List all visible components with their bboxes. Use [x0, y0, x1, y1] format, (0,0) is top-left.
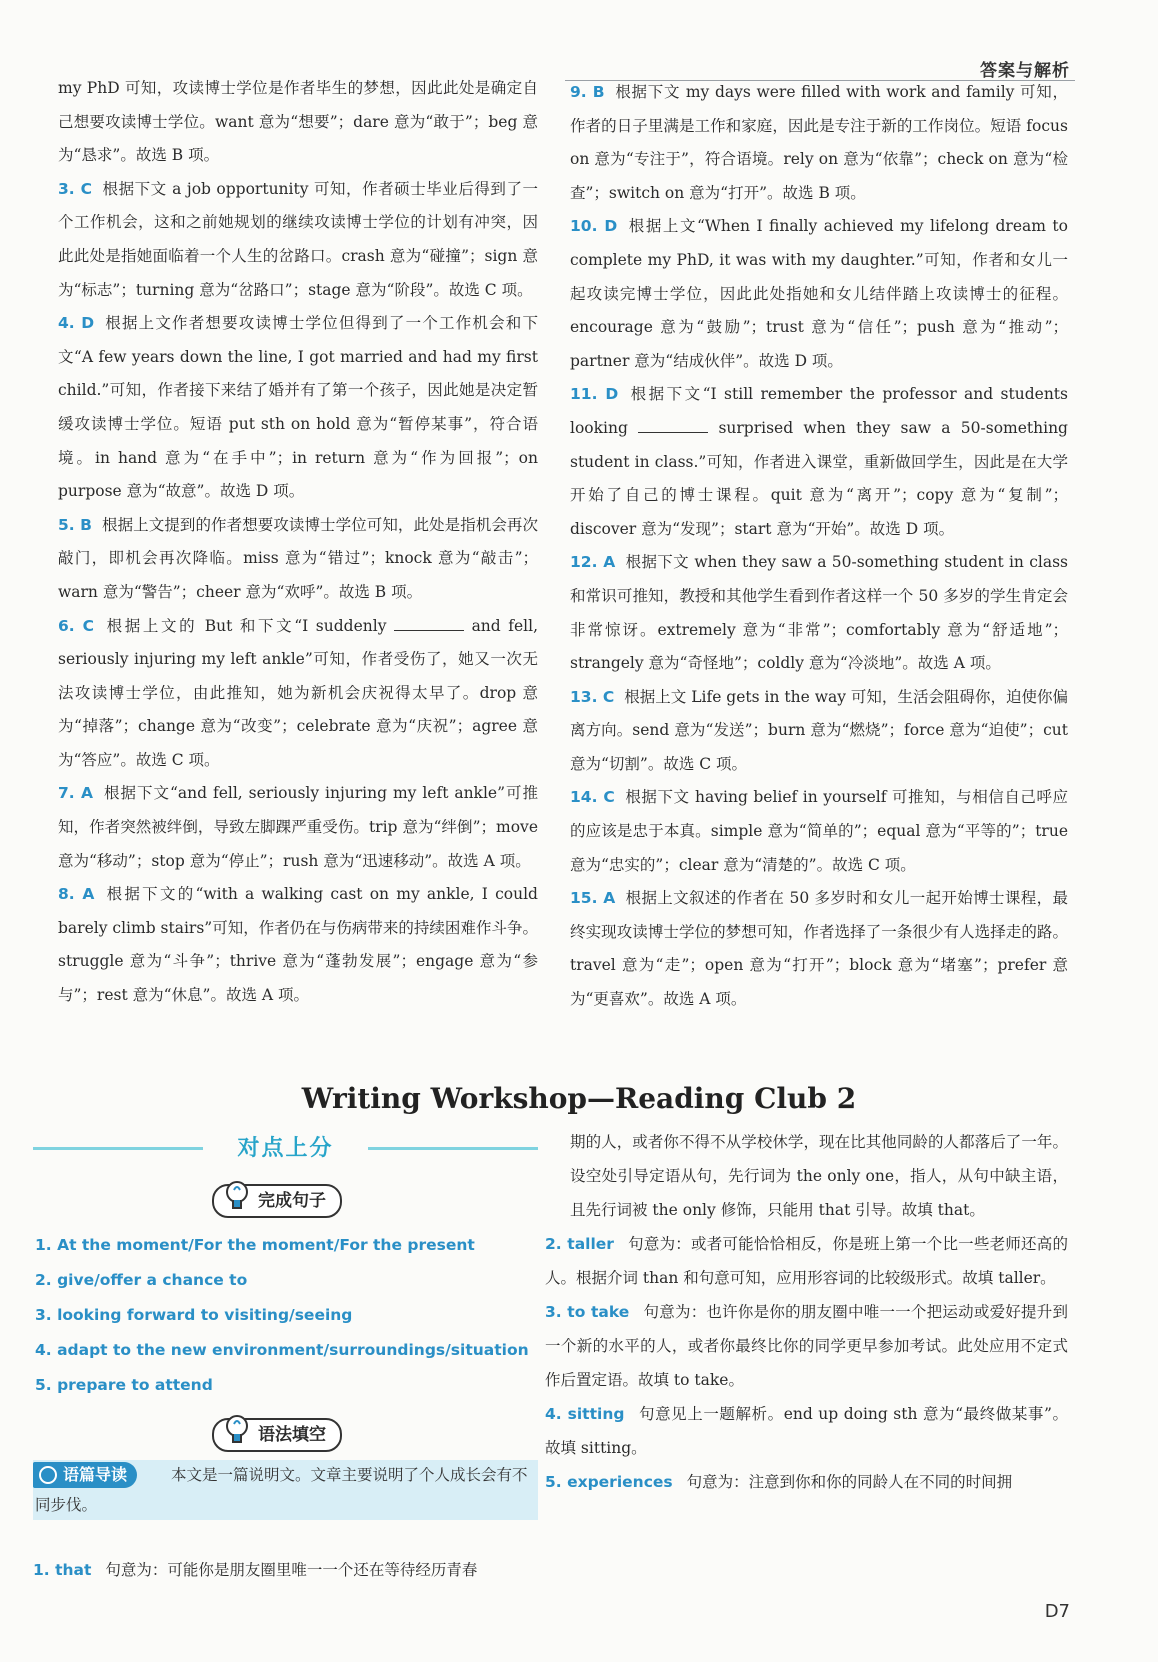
target-icon	[39, 1466, 57, 1484]
answer-item-2-cont: my PhD 可知，攻读博士学位是作者毕生的梦想，因此此处是确定自己想要攻读博士学位。want 意为“想要”；dare 意为“敢于”；beg 意为“恳求”。故选 B 项。	[58, 79, 538, 165]
fill-blank	[394, 616, 464, 631]
grammar-item-1-cont: 期的人，或者你不得不从学校休学，现在比其他同龄的人都落后了一年。设空处引导定语从句，先行词为 the only one，指人，从句中缺主语，且先行词被 the only 修饰，只能用 that 引导。故填 that。	[570, 1133, 1068, 1219]
grammar-item-3: 3. to take 句意为：也许你是你的朋友圈中唯一一个把运动或爱好提升到一个新的水平的人，或者你最终比你的同学更早参加考试。此处应用不定式作后置定语。故填 to take。	[545, 1303, 1068, 1389]
grammar-item-4: 4. sitting 句意见上一题解析。end up doing sth 意为“最终做某事”。故填 sitting。	[545, 1405, 1068, 1457]
answer-item-3: 3. C 根据下文 a job opportunity 可知，作者硕士毕业后得到了一个工作机会，这和之前她规划的继续攻读博士学位的计划有冲突，因此此处是指她面临着一个人生的岔路口。crash 意为“碰撞”；sign 意为“标志”；turning 意为“岔路口”；stage 意为“阶段”。故选 C 项。	[58, 179, 538, 299]
answer-item-5: 5. B 根据上文提到的作者想要攻读博士学位可知，此处是指机会再次敲门，即机会再次降临。miss 意为“错过”；knock 意为“敲击”；warn 意为“警告”；cheer 意为“欢呼”。故选 B 项。	[58, 515, 538, 601]
answer-item-6: 6. C 根据上文的 But 和下文“I suddenly and fell, seriously injuring my left ankle”可知，作者受伤了，她又一次无法攻读博士学位，由此推知，她为新机会庆祝得太早了。drop 意为“掉落”；change 意为“改变”；celebrate 意为“庆祝”；agree 意为“答应”。故选 C 项。	[58, 616, 538, 769]
answer-item-11: 11. D 根据下文“I still remember the professor and students looking surprised when they saw a 50-something student in class.”可知，作者进入课堂，重新做回学生，因此是在大学开始了自己的博士课程。quit 意为“离开”；copy 意为“复制”；discover 意为“发现”；start 意为“开始”。故选 D 项。	[570, 385, 1068, 538]
answer-item-12: 12. A 根据下文 when they saw a 50-something student in class 和常识可推知，教授和其他学生看到作者这样一个 50 多岁的学生肯定会非常惊讶。extremely 意为“非常”；comfortably 意为“舒适地”；strangely 意为“奇怪地”；coldly 意为“冷淡地”。故选 A 项。	[570, 553, 1068, 673]
grammar-item-1: 1. that 句意为：可能你是朋友圈里唯一一个还在等待经历青春	[33, 1561, 478, 1579]
right-column	[570, 76, 1068, 1017]
text-guide	[33, 1460, 538, 1520]
answer-line-1: 1. At the moment/For the moment/For the present	[35, 1236, 475, 1254]
section-header	[33, 1133, 538, 1163]
answer-item-15: 15. A 根据上文叙述的作者在 50 多岁时和女儿一起开始博士课程，最终实现攻读博士学位的梦想可知，作者选择了一条很少有人选择走的路。travel 意为“走”；open 意为“打开”；block 意为“堵塞”；prefer 意为“更喜欢”。故选 A 项。	[570, 889, 1068, 1009]
page-number: D7	[1044, 1601, 1070, 1622]
section-title: Writing Workshop—Reading Club 2	[301, 1082, 857, 1115]
answer-line-5: 5. prepare to attend	[35, 1376, 213, 1394]
fill-blank	[638, 418, 708, 433]
answer-line-2: 2. give/offer a chance to	[35, 1271, 248, 1289]
answer-line-4: 4. adapt to the new environment/surroundings/situation	[35, 1341, 529, 1359]
answer-item-10: 10. D 根据上文“When I finally achieved my lifelong dream to complete my PhD, it was with my daughter.”可知，作者和女儿一起攻读完博士学位，因此此处指她和女儿结伴踏上攻读博士的征程。encourage 意为“鼓励”；trust 意为“信任”；push 意为“推动”；partner 意为“结成伙伴”。故选 D 项。	[570, 217, 1068, 370]
header-title: 答案与解析	[980, 61, 1070, 81]
answer-item-13: 13. C 根据上文 Life gets in the way 可知，生活会阻碍你，迫使你偏离方向。send 意为“发送”；burn 意为“燃烧”；force 意为“迫使”；cut 意为“切割”。故选 C 项。	[570, 687, 1069, 773]
answer-item-7: 7. A 根据下文“and fell, seriously injuring my left ankle”可推知，作者突然被绊倒，导致左脚踝严重受伤。trip 意为“绊倒”；move 意为“移动”；stop 意为“停止”；rush 意为“迅速移动”。故选 A 项。	[58, 784, 538, 870]
guide-text: 本文是一篇说明文。文章主要说明了个人成长会有不同步伐。	[35, 1466, 528, 1514]
answer-item-8: 8. A 根据下文的“with a walking cast on my ankle, I could barely climb stairs”可知，作者仍在与伤病带来的持续困难作斗争。struggle 意为“斗争”；thrive 意为“蓬勃发展”；engage 意为“参与”；rest 意为“休息”。故选 A 项。	[58, 885, 538, 1005]
grammar-item-5: 5. experiences 句意为：注意到你和你的同龄人在不同的时间拥	[545, 1473, 1013, 1491]
lightbulb-icon	[222, 1412, 252, 1450]
section-label: 对点上分	[237, 1136, 334, 1161]
grammar-fill-pill: 语法填空	[212, 1418, 342, 1452]
lightbulb-icon	[222, 1178, 252, 1216]
answer-item-4: 4. D 根据上文作者想要攻读博士学位但得到了一个工作机会和下文“A few years down the line, I got married and had my first child.”可知，作者接下来结了婚并有了第一个孩子，因此她是决定暂缓攻读博士学位。短语 put sth on hold 意为“暂停某事”，符合语境。in hand 意为“在手中”；in return 意为“作为回报”；on purpose 意为“故意”。故选 D 项。	[58, 314, 538, 501]
guide-tag: 语篇导读	[33, 1462, 137, 1488]
left-column	[58, 72, 538, 1013]
grammar-right-column	[545, 1125, 1068, 1499]
complete-sentence-pill: 完成句子	[212, 1184, 342, 1218]
answer-line-3: 3. looking forward to visiting/seeing	[35, 1306, 353, 1324]
grammar-item-2: 2. taller 句意为：或者可能恰恰相反，你是班上第一个比一些老师还高的人。根据介词 than 和句意可知，应用形容词的比较级形式。故填 taller。	[545, 1235, 1068, 1287]
answer-item-14: 14. C 根据下文 having belief in yourself 可推知，与相信自己呼应的应该是忠于本真。simple 意为“简单的”；equal 意为“平等的”；true 意为“忠实的”；clear 意为“清楚的”。故选 C 项。	[570, 788, 1069, 874]
answer-item-9: 9. B 根据下文 my days were filled with work and family 可知，作者的日子里满是工作和家庭，因此是专注于新的工作岗位。短语 focus on 意为“专注于”，符合语境。rely on 意为“依靠”；check on 意为“检查”；switch on 意为“打开”。故选 B 项。	[570, 83, 1068, 202]
